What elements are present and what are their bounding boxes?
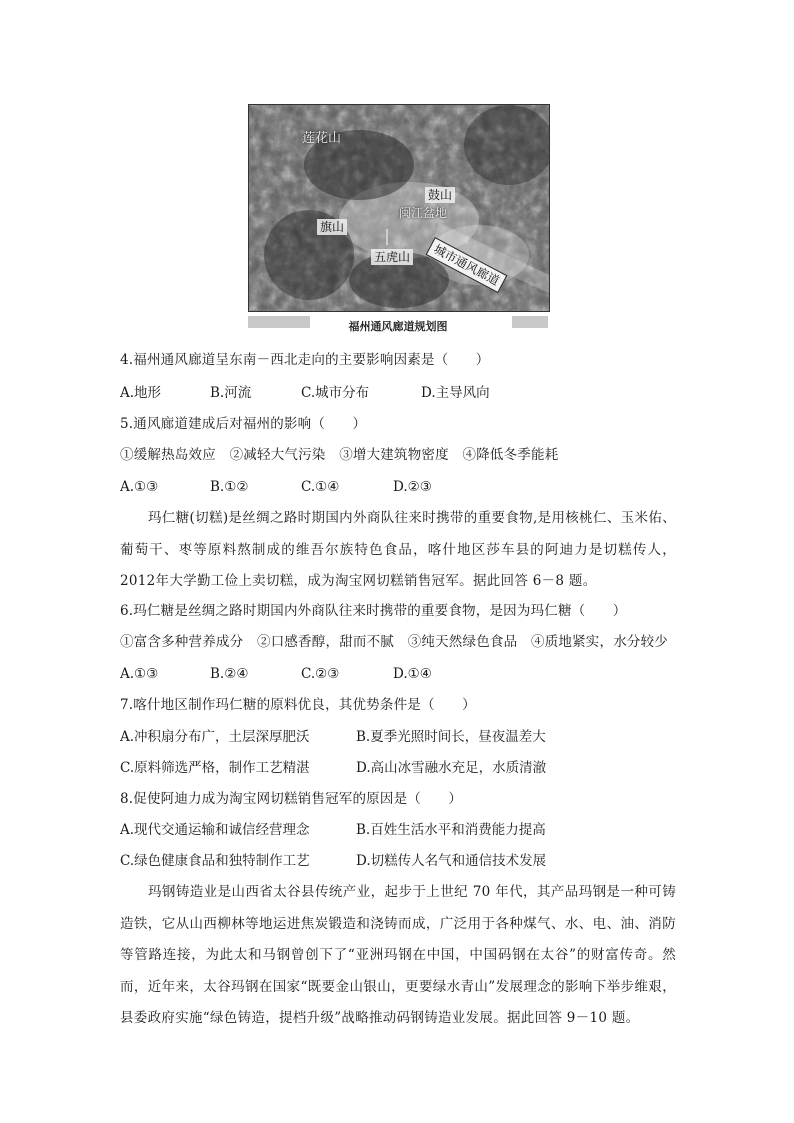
question-8-stem: 8.促使阿迪力成为淘宝网切糕销售冠军的原因是（ ） [120,791,463,807]
q8-option-c: C.绿色健康食品和独特制作工艺 [120,853,310,869]
q7-option-c: C.原料筛选严格，制作工艺精湛 [120,760,310,776]
q7-option-a: A.冲积扇分布广，土层深厚肥沃 [120,729,310,745]
q6-option-d: D.①④ [393,666,432,682]
q8-option-b: B.百姓生活水平和消费能力提高 [356,822,546,838]
q8-option-a: A.现代交通运输和诚信经营理念 [120,822,310,838]
q5-statements: ①缓解热岛效应 ②减轻大气污染 ③增大建筑物密度 ④降低冬季能耗 [120,447,559,463]
map-label-wuhushan: 五虎山 [371,249,413,265]
satellite-map-image [248,104,550,312]
figure-caption: 福州通风廊道规划图 [348,320,448,333]
question-4-stem: 4.福州通风廊道呈东南－西北走向的主要影响因素是（ ） [120,352,490,368]
map-label-ventilation-corridor: 城市通风廊道 [426,237,508,293]
q4-option-c: C.城市分布 [301,385,370,401]
q5-option-b: B.①② [210,479,249,495]
map-label-lianhua: 莲花山 [302,131,342,146]
map-label-minjiang-basin: 闽江盆地 [399,206,448,220]
q6-option-c: C.②③ [301,666,340,682]
q6-option-b: B.②④ [210,666,249,682]
question-7-stem: 7.喀什地区制作玛仁糖的原料优良，其优势条件是（ ） [120,697,476,713]
q4-option-b: B.河流 [210,385,252,401]
question-5-stem: 5.通风廊道建成后对福州的影响（ ） [120,416,367,432]
question-6-stem: 6.玛仁糖是丝绸之路时期国内外商队往来时携带的重要食物，是因为玛仁糖（ ） [120,603,627,619]
passage-marenta: 玛仁糖(切糕)是丝绸之路时期国内外商队往来时携带的重要食物,是用核桃仁、玉米佑、葡萄干、枣等原料熬制成的维吾尔族特色食品，喀什地区莎车县的阿迪力是切糕传人，2012年大学勤工俭上卖切糕，成为淘宝网切糕销售冠军。据此回答 6－8 题。 [120,510,676,589]
q5-option-c: C.①④ [301,479,340,495]
q6-option-a: A.①③ [120,666,159,682]
q8-option-d: D.切糕传人名气和通信技术发展 [356,853,547,869]
q6-statements: ①富含多种营养成分 ②口感香醇，甜而不腻 ③纯天然绿色食品 ④质地紧实，水分较少 [120,634,668,650]
q4-option-a: A.地形 [120,385,162,401]
q7-option-d: D.高山冰雪融水充足，水质清澈 [356,760,547,776]
q5-option-d: D.②③ [393,479,432,495]
map-label-gushan: 鼓山 [425,187,455,203]
q5-option-a: A.①③ [120,479,159,495]
map-figure [248,104,548,336]
passage-malleable-iron: 玛钢铸造业是山西省太谷县传统产业，起步于上世纪 70 年代，其产品玛钢是一种可铸造铁，它从山西柳林等地运进焦炭锻造和浇铸而成，广泛用于各种煤气、水、电、油、消防等管路连接，为此太和马钢曾创下了“亚洲玛钢在中国，中国码钢在太谷”的财富传奇。然而，近年来，太谷玛钢在国家“既要金山银山，更要绿水青山”发展理念的影响下举步维艰，县委政府实施“绿色铸造，提档升级”战略推动码钢铸造业发展。据此回答 9－10 题。 [120,884,676,1026]
q7-option-b: B.夏季光照时间长，昼夜温差大 [356,729,546,745]
map-label-qishan: 旗山 [317,219,347,235]
q4-option-d: D.主导风向 [421,385,490,401]
